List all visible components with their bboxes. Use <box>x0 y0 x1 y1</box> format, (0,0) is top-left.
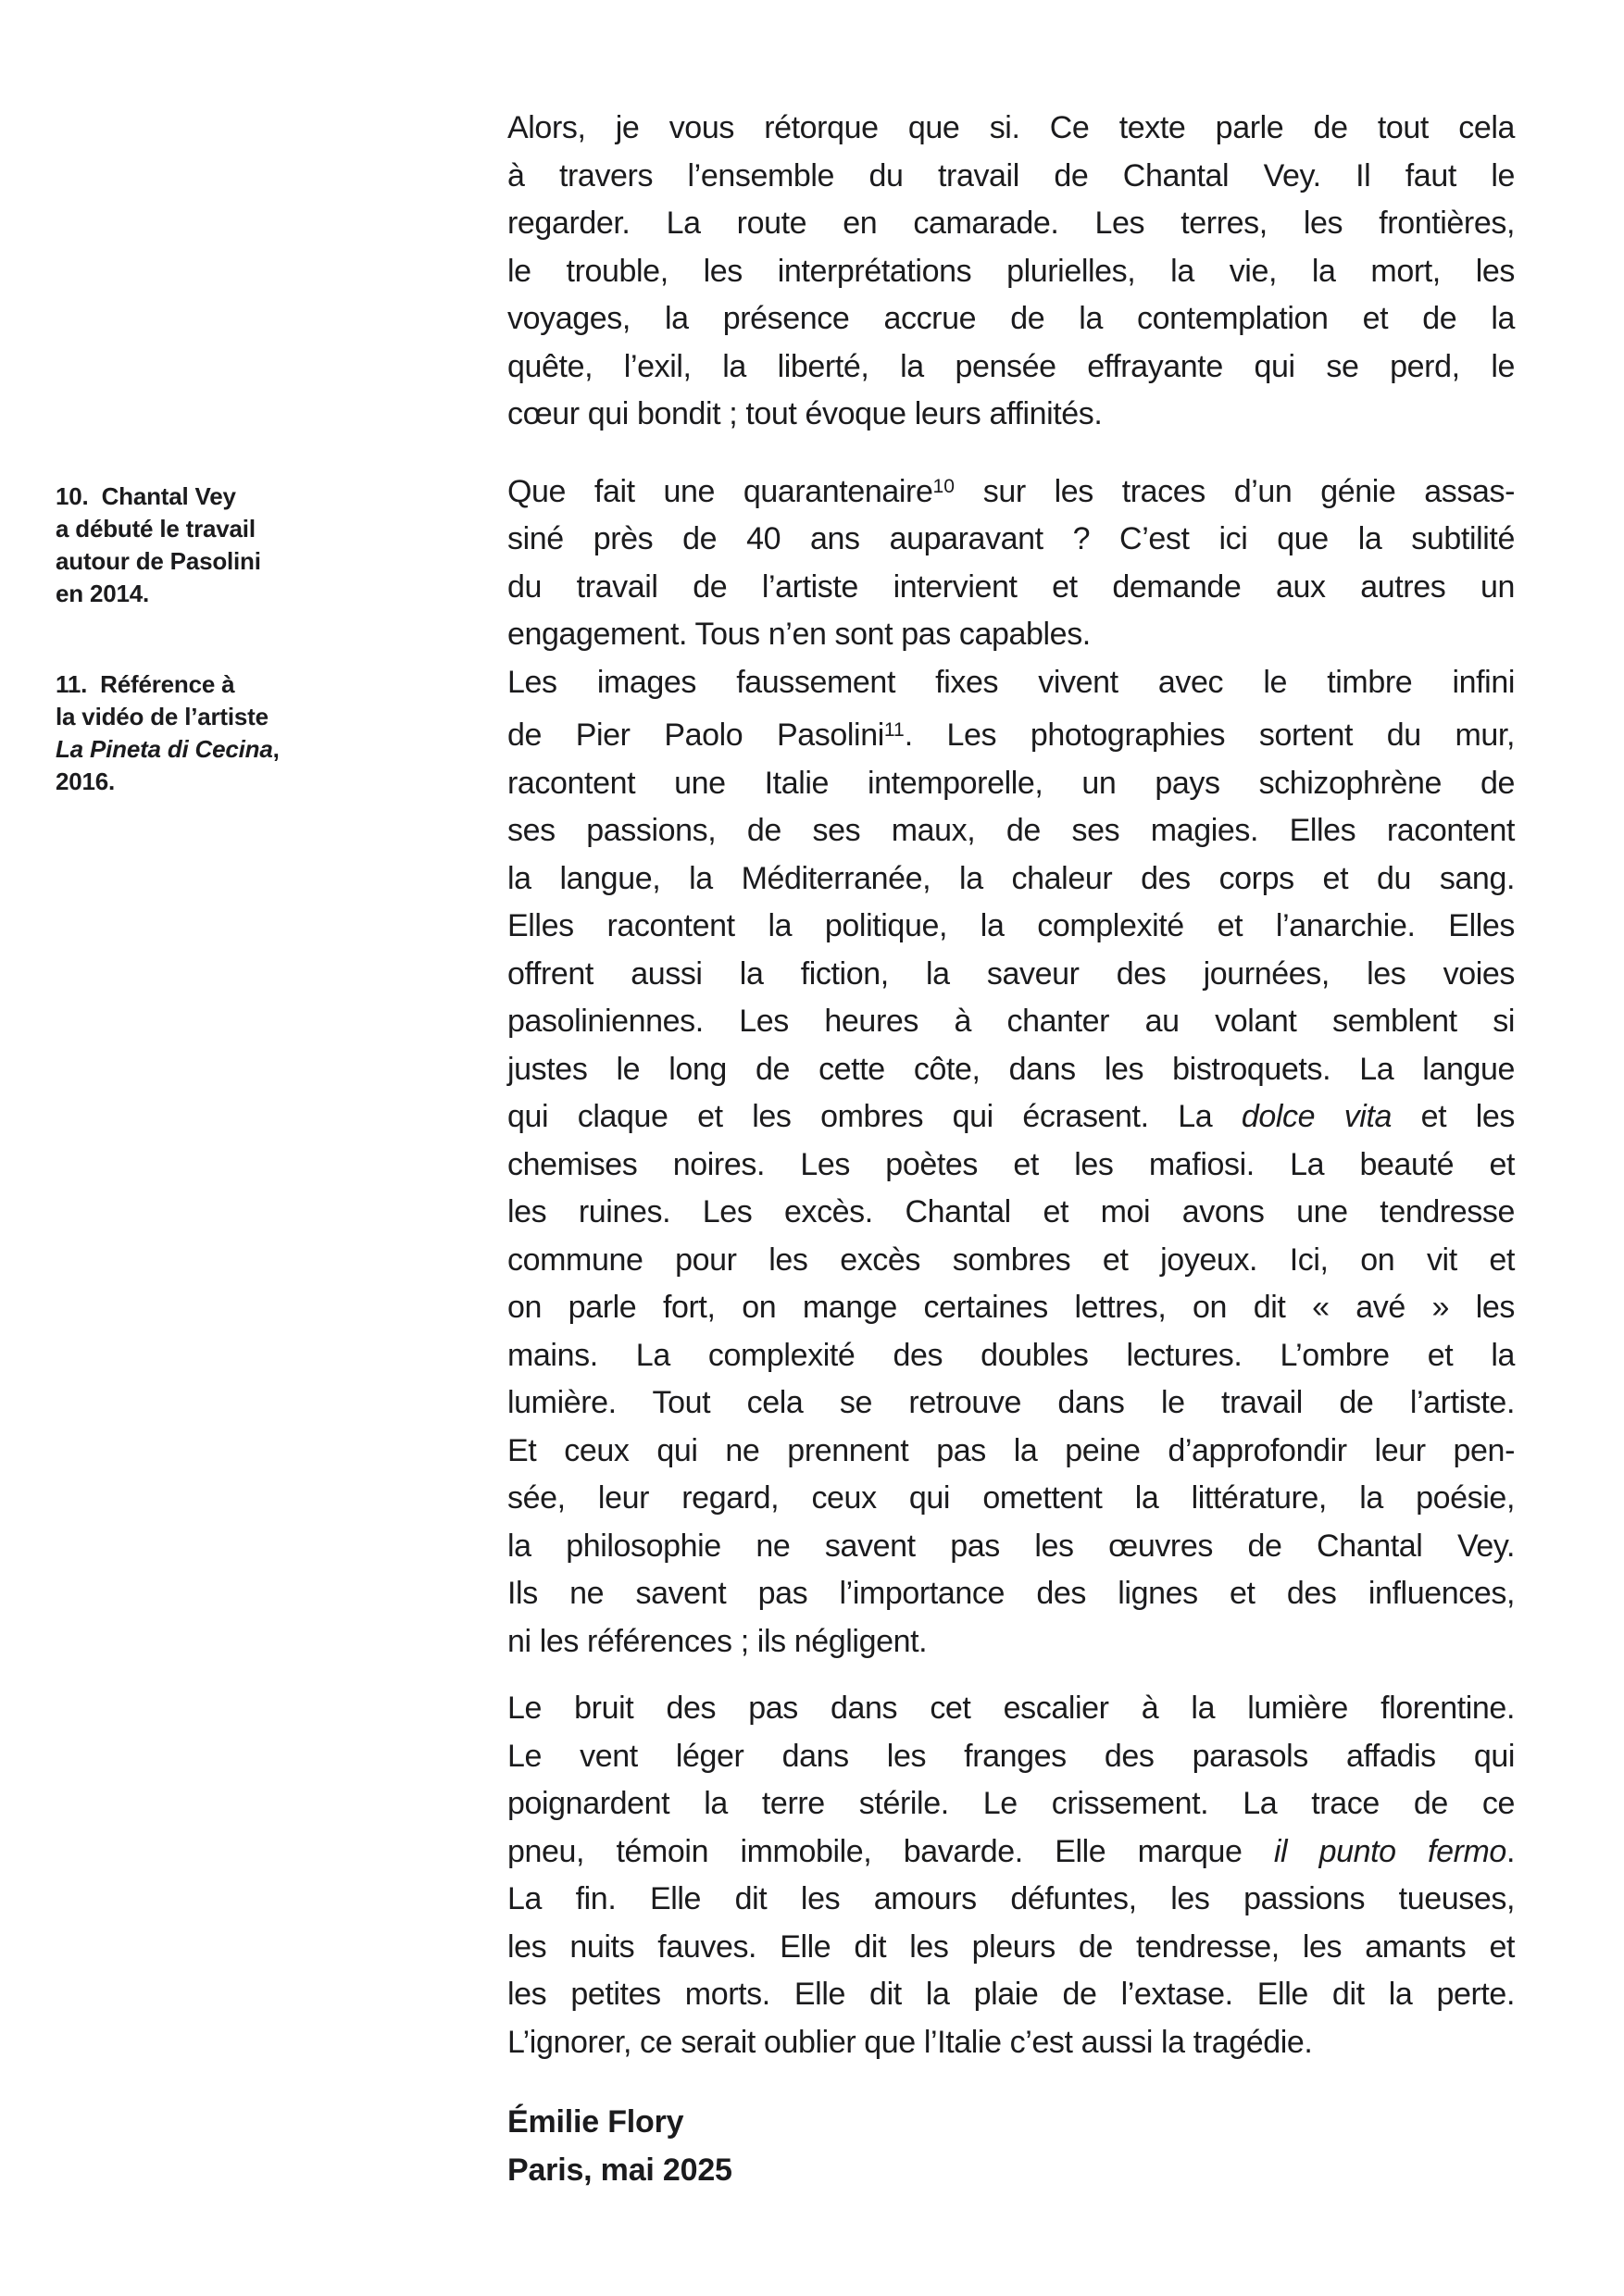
text-segment: . Les photographies sortent du mur, <box>904 718 1515 754</box>
footnote-reference: 11 <box>883 719 905 742</box>
text-segment: la vidéo de l’artiste <box>56 703 269 730</box>
text-line <box>507 1780 1515 1828</box>
text-segment: Le bruit des pas dans cet escalier à la lumière florentine. <box>507 1691 1515 1727</box>
text-segment: qui claque et les ombres qui écrasent. La <box>507 1099 1242 1135</box>
text-line <box>507 1189 1515 1237</box>
text-line <box>507 248 1515 296</box>
text-line <box>507 1570 1515 1618</box>
text-line <box>507 760 1515 808</box>
text-line <box>507 1828 1515 1877</box>
text-segment: de Pier Paolo Pasolini <box>507 718 884 754</box>
text-line <box>507 1971 1515 2019</box>
text-line <box>507 1332 1515 1380</box>
paragraph-4 <box>507 1685 1515 2066</box>
text-line <box>507 807 1515 855</box>
text-line <box>507 2019 1515 2067</box>
text-line <box>507 1237 1515 1285</box>
text-segment: lumière. Tout cela se retrouve dans le travail de l’artiste. <box>507 1385 1515 1421</box>
text-line <box>56 766 333 798</box>
text-segment: L’ignorer, ce serait oublier que l’Italie c’est aussi la tragédie. <box>507 2024 1313 2060</box>
text-segment: offrent aussi la fiction, la saveur des journées, les voies <box>507 955 1515 992</box>
footnote-reference: 10 <box>932 475 955 497</box>
text-line <box>56 701 333 733</box>
text-line <box>507 998 1515 1046</box>
text-line <box>507 1142 1515 1190</box>
text-line <box>507 855 1515 904</box>
text-line <box>507 1685 1515 1733</box>
text-segment: autour de Pasolini <box>56 547 261 575</box>
text-segment: il punto fermo <box>1273 1833 1506 1869</box>
text-segment: et les <box>1392 1099 1515 1135</box>
signature <box>507 2099 1515 2194</box>
text-segment: a débuté le travail <box>56 515 256 543</box>
text-line <box>507 295 1515 343</box>
text-line <box>507 611 1515 659</box>
text-segment: sur les traces d’un génie assas- <box>954 473 1515 509</box>
text-line <box>56 578 333 610</box>
text-line <box>507 343 1515 392</box>
text-line <box>507 2099 1515 2147</box>
text-line <box>56 513 333 545</box>
text-segment: quête, l’exil, la liberté, la pensée effrayante qui se perd, le <box>507 348 1515 384</box>
text-line <box>507 659 1515 707</box>
text-line <box>507 1618 1515 1666</box>
paragraph-3 <box>507 659 1515 1666</box>
text-segment: les nuits fauves. Elle dit les pleurs de tendresse, les amants et <box>507 1928 1515 1965</box>
text-segment: poignardent la terre stérile. Le crissement. La trace de ce <box>507 1786 1515 1822</box>
text-segment: 11. Référence à <box>56 670 235 698</box>
text-line <box>507 1093 1515 1142</box>
text-line <box>507 516 1515 564</box>
text-segment: chemises noires. Les poètes et les mafiosi. La beauté et <box>507 1146 1515 1182</box>
text-line <box>507 1046 1515 1094</box>
text-segment: justes le long de cette côte, dans les bistroquets. La langue <box>507 1051 1515 1087</box>
text-line <box>507 1284 1515 1332</box>
text-segment: , <box>272 735 280 763</box>
text-line <box>507 1924 1515 1972</box>
text-segment: voyages, la présence accrue de la contemplation et de la <box>507 301 1515 336</box>
text-segment: à travers l’ensemble du travail de Chantal Vey. Il faut le <box>507 157 1515 193</box>
text-segment: la philosophie ne savent pas les œuvres de Chantal Vey. <box>507 1528 1515 1564</box>
text-line <box>507 2147 1515 2195</box>
text-segment: siné près de 40 ans auparavant ? C’est ici que la subtilité <box>507 521 1515 557</box>
text-segment: Les images faussement fixes vivent avec le timbre infini <box>507 664 1515 700</box>
text-line <box>56 668 333 701</box>
text-segment: Paris, mai 2025 <box>507 2152 732 2188</box>
text-line <box>56 733 333 766</box>
text-line <box>507 951 1515 999</box>
text-segment: pneu, témoin immobile, bavarde. Elle marque <box>507 1833 1274 1869</box>
text-line <box>507 1379 1515 1428</box>
text-segment: sée, leur regard, ceux qui omettent la littérature, la poésie, <box>507 1480 1515 1516</box>
text-segment: . <box>1505 1833 1515 1869</box>
text-segment: La Pineta di Cecina <box>56 735 273 763</box>
text-segment: La fin. Elle dit les amours défuntes, les passions tueuses, <box>507 1881 1515 1917</box>
text-line <box>507 1475 1515 1523</box>
text-segment: les petites morts. Elle dit la plaie de l’extase. Elle dit la perte. <box>507 1977 1515 2013</box>
text-line <box>507 105 1515 153</box>
text-line <box>507 153 1515 201</box>
text-segment: du travail de l’artiste intervient et demande aux autres un <box>507 568 1515 605</box>
text-line <box>507 1876 1515 1924</box>
text-segment: les ruines. Les excès. Chantal et moi avons une tendresse <box>507 1194 1515 1230</box>
text-segment: engagement. Tous n’en sont pas capables. <box>507 617 1091 653</box>
text-segment: racontent une Italie intemporelle, un pays schizophrène de <box>507 765 1515 801</box>
text-segment: le trouble, les interprétations plurielles, la vie, la mort, les <box>507 253 1515 289</box>
text-line <box>56 480 333 513</box>
text-segment: dolce vita <box>1241 1099 1392 1135</box>
text-segment: 10. Chantal Vey <box>56 482 236 510</box>
text-segment: ni les références ; ils négligent. <box>507 1623 928 1659</box>
text-segment: Elles racontent la politique, la complexité et l’anarchie. Elles <box>507 908 1515 944</box>
text-segment: Que fait une quarantenaire <box>507 473 933 509</box>
text-segment: Ils ne savent pas l’importance des lignes et des influences, <box>507 1576 1515 1612</box>
text-segment: regarder. La route en camarade. Les terres, les frontières, <box>507 206 1515 241</box>
text-line <box>507 903 1515 951</box>
main-text-column <box>507 105 1515 2194</box>
text-segment: Alors, je vous rétorque que si. Ce texte parle de tout cela <box>507 110 1515 145</box>
text-segment: ses passions, de ses maux, de ses magies. Elles racontent <box>507 813 1515 849</box>
text-line <box>507 1428 1515 1476</box>
text-segment: Émilie Flory <box>507 2104 684 2140</box>
footnote-11 <box>56 668 333 798</box>
text-segment: Et ceux qui ne prennent pas la peine d’approfondir leur pen- <box>507 1432 1515 1468</box>
text-segment: commune pour les excès sombres et joyeux. Ici, on vit et <box>507 1242 1515 1278</box>
text-segment: Le vent léger dans les franges des parasols affadis qui <box>507 1738 1515 1774</box>
text-segment: cœur qui bondit ; tout évoque leurs affinités. <box>507 396 1103 431</box>
text-line <box>507 1523 1515 1571</box>
text-segment: mains. La complexité des doubles lectures. L’ombre et la <box>507 1337 1515 1373</box>
text-segment: on parle fort, on mange certaines lettres, on dit « avé » les <box>507 1290 1515 1326</box>
text-segment: la langue, la Méditerranée, la chaleur des corps et du sang. <box>507 860 1515 896</box>
text-line <box>56 545 333 578</box>
text-segment: en 2014. <box>56 580 150 607</box>
text-segment: pasoliniennes. Les heures à chanter au volant semblent si <box>507 1004 1515 1040</box>
text-line <box>507 463 1515 517</box>
text-line <box>507 391 1515 439</box>
text-segment: 2016. <box>56 767 116 795</box>
paragraph-1 <box>507 105 1515 439</box>
paragraph-2 <box>507 463 1515 659</box>
footnote-10 <box>56 480 333 610</box>
text-line <box>507 564 1515 612</box>
text-line <box>507 706 1515 760</box>
text-line <box>507 200 1515 248</box>
text-line <box>507 1733 1515 1781</box>
